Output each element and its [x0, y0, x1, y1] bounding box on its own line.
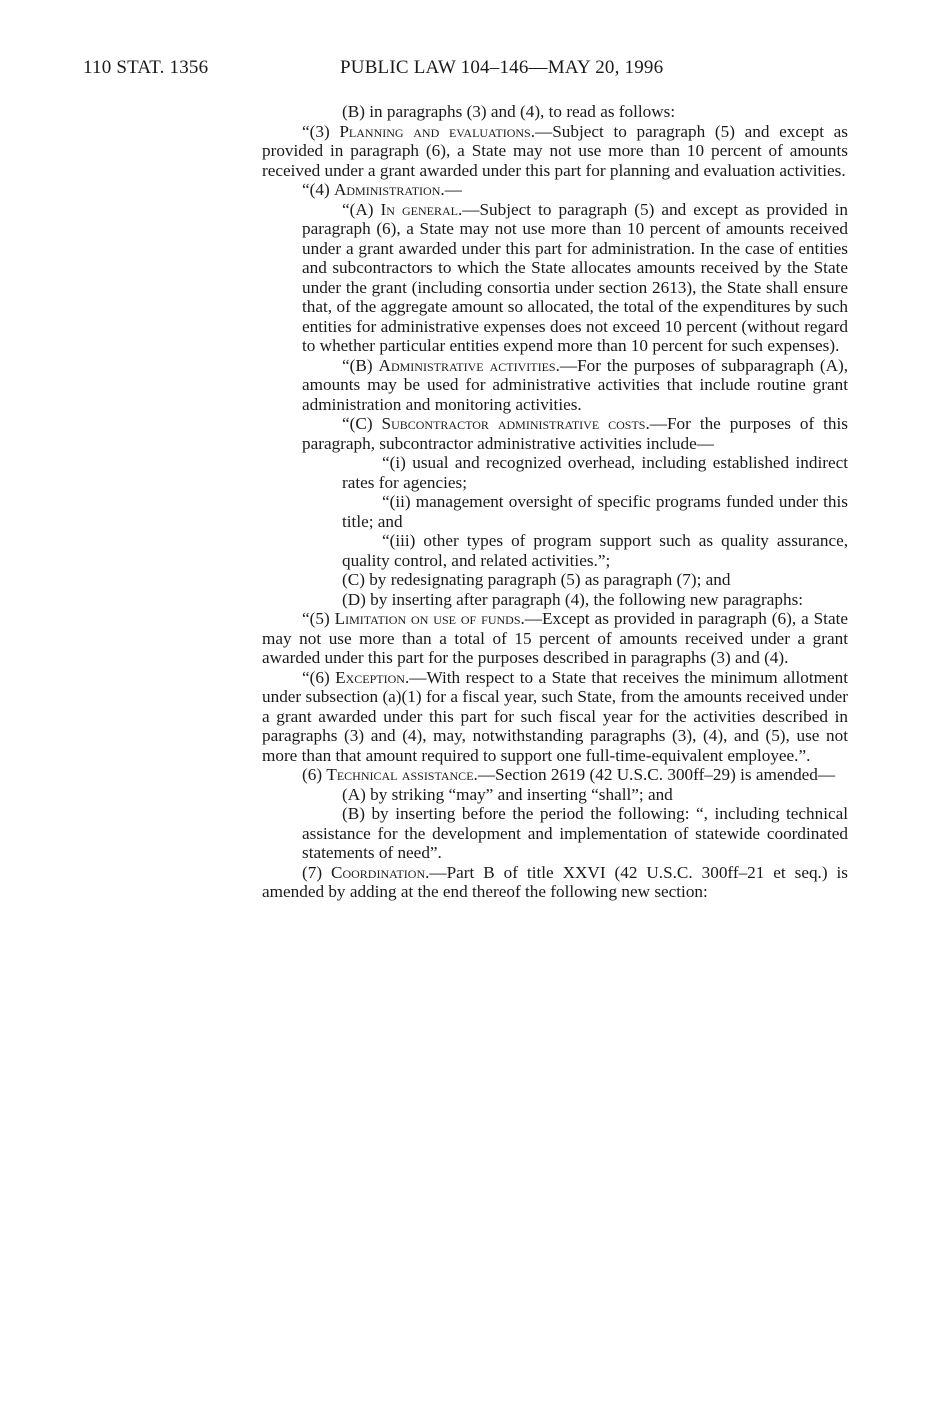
para-text: (C) by redesignating paragraph (5) as paragraph (7); and [342, 570, 731, 589]
para-heading: Coordination. [331, 862, 430, 882]
para-text: “(iii) other types of program support such as quality assurance, quality control, and related activities.”; [342, 531, 848, 570]
para-d-inserting [262, 590, 848, 610]
clause-i [262, 453, 848, 492]
para-7-coordination [262, 863, 848, 902]
stat-page-number: 110 STAT. 1356 [83, 57, 209, 78]
para-heading: Administrative activities. [378, 355, 560, 375]
para-4a-general [262, 200, 848, 356]
clause-iii [262, 531, 848, 570]
para-text: —With respect to a State that receives the minimum allotment under subsection (a)(1) for a fiscal year, such State, from the amounts received under a grant awarded under this part for such fiscal year for the activities described in paragraphs (3) and (4), may, notwithstanding paragraphs (3), (4), and (5), use not more than that amount required to support one full-time-equivalent employee.”. [262, 667, 848, 765]
para-text: (A) by striking “may” and inserting “shall”; and [342, 784, 673, 804]
para-lead: “(A) [342, 199, 381, 219]
para-lead: (7) [302, 862, 331, 882]
running-header-title: PUBLIC LAW 104–146—MAY 20, 1996 [340, 57, 664, 78]
para-text: —Part B of title XXVI (42 U.S.C. 300ff–21 et seq.) is amended by adding at the end thereof the following new section: [262, 862, 848, 901]
para-heading: In general. [380, 199, 463, 219]
para-heading: Limitation on use of funds. [334, 609, 525, 628]
para-text: —Section 2619 (42 U.S.C. 300ff–29) is amended— [477, 765, 836, 784]
para-lead: “(5) [302, 609, 335, 628]
para-text: —Except as provided in paragraph (6), a State may not use more than a total of 15 percent of amounts received under a grant awarded under this part for the purposes described in paragraphs (3) and (4). [262, 609, 848, 667]
para-text: (B) by inserting before the period the following: “, including technical assistance for the development and implementation of statewide coordinated statements of need”. [302, 804, 848, 862]
para-text: —For the purposes of subparagraph (A), amounts may be used for administrative activities that include routine grant administration and monitoring activities. [302, 355, 848, 414]
para-lead: “(B) [342, 355, 379, 375]
para-lead: (6) [302, 765, 327, 784]
para-text: —Subject to paragraph (5) and except as provided in paragraph (6), a State may not use more than 10 percent of amounts received under a grant awarded under this part for planning and evaluation activities. [262, 121, 848, 180]
para-text: (B) in paragraphs (3) and (4), to read as follows: [342, 102, 676, 121]
document-body [262, 102, 848, 902]
para-text: (D) by inserting after paragraph (4), the following new paragraphs: [342, 589, 804, 609]
para-6-technical-assistance [262, 765, 848, 785]
para-b-intro [262, 102, 848, 122]
para-heading: Subcontractor administrative costs. [381, 414, 650, 433]
para-a-striking [262, 785, 848, 805]
para-text: —For the purposes of this paragraph, subcontractor administrative activities include— [302, 414, 848, 453]
para-6-exception [262, 668, 848, 766]
para-text: “(ii) management oversight of specific programs funded under this title; and [342, 492, 848, 531]
para-text: —Subject to paragraph (5) and except as provided in paragraph (6), a State may not use more than 10 percent of amounts received under a grant awarded under this part for administration. In the case of entities and subcontractors to which the State allocates amounts received by the State under the grant (including consortia under section 2613), the State shall ensure that, of the aggregate amount so allocated, the total of the expenditures by such entities for administrative expenses does not exceed 10 percent (without regard to whether particular entities expend more than 10 percent for such expenses). [302, 199, 848, 355]
para-3-planning [262, 122, 848, 181]
para-text: “(i) usual and recognized overhead, including established indirect rates for agencies; [342, 453, 848, 492]
para-lead: “(3) [302, 121, 340, 141]
para-text: — [444, 180, 462, 199]
para-lead: “(4) [302, 180, 334, 199]
para-heading: Planning and evaluations. [339, 121, 536, 141]
para-4b-activities [262, 356, 848, 415]
para-c-redesignating [262, 570, 848, 590]
para-lead: “(C) [342, 414, 382, 433]
para-4-administration [262, 180, 848, 200]
para-heading: Exception. [335, 667, 410, 687]
para-5-limitation [262, 609, 848, 668]
clause-ii [262, 492, 848, 531]
para-4c-subcontractor [262, 414, 848, 453]
para-lead: “(6) [302, 667, 336, 687]
para-heading: Technical assistance. [326, 765, 478, 784]
para-heading: Administration. [333, 180, 445, 199]
para-b-inserting-period [262, 804, 848, 863]
